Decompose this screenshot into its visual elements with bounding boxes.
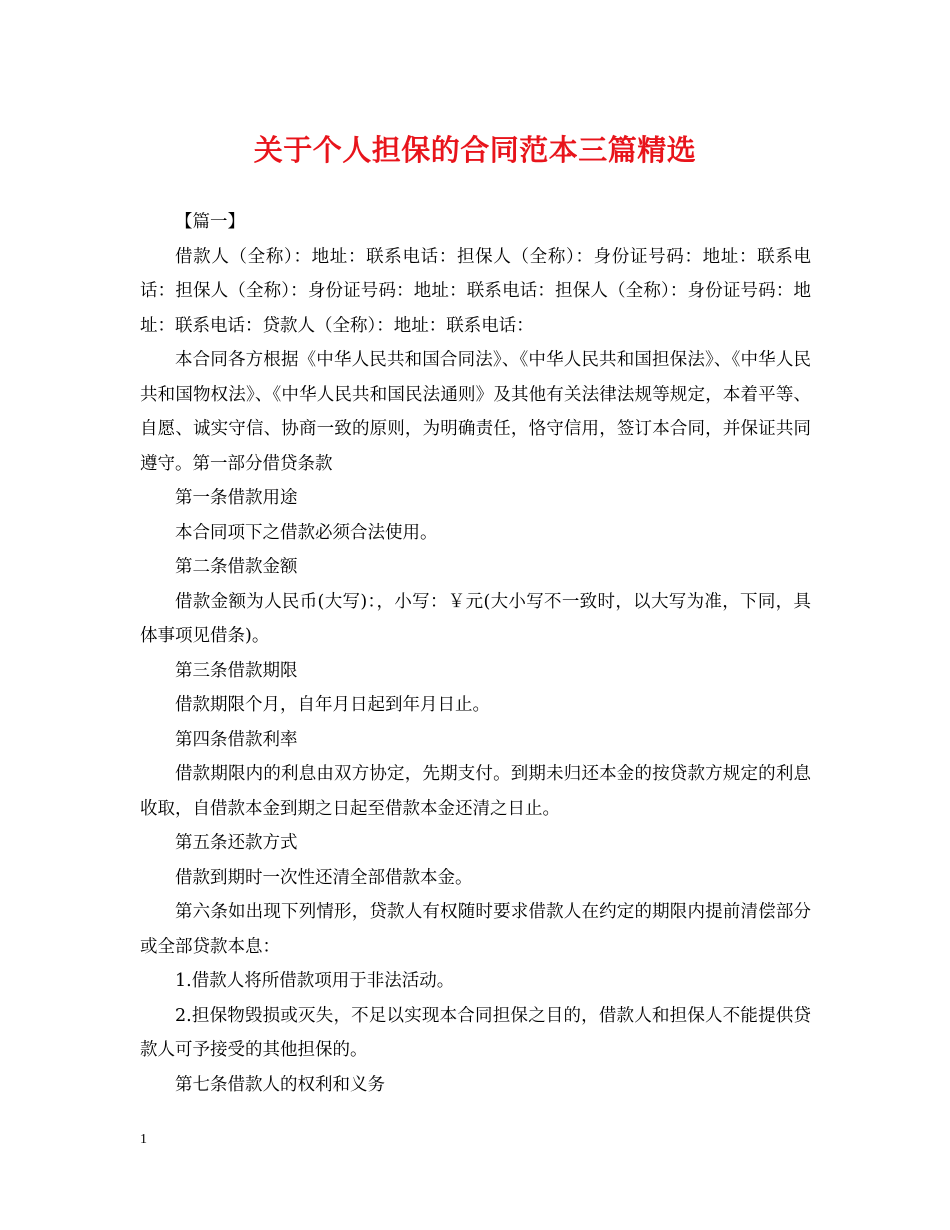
article-heading: 第一条借款用途 (175, 488, 298, 508)
article-paragraph: 借款期限个月，自年月日起到年月日止。 (175, 695, 490, 715)
parties-paragraph: 借款人（全称）：地址：联系电话：担保人（全称）：身份证号码：地址：联系电话：担保人（全称）：身份证号码：地址：联系电话：担保人（全称）：身份证号码：地址：联系电话：贷款人（全称）：地址：联系电话： (140, 246, 811, 336)
article-heading: 第五条还款方式 (175, 833, 298, 853)
preamble-paragraph: 本合同各方根据《中华人民共和国合同法》、《中华人民共和国担保法》、《中华人民共和国物权法》、《中华人民共和国民法通则》及其他有关法律法规等规定，本着平等、自愿、诚实守信、协商一致的原则，为明确责任，恪守信用，签订本合同，并保证共同遵守。第一部分借贷条款 (140, 350, 811, 474)
article-heading: 第三条借款期限 (175, 660, 298, 681)
article-paragraph: 借款金额为人民币(大写)：，小写：￥元(大小写不一致时，以大写为准，下同，具体事项见借条)。 (140, 591, 811, 646)
article-paragraph: 本合同项下之借款必须合法使用。 (175, 522, 438, 543)
article-heading: 第二条借款金额 (175, 557, 298, 577)
article-paragraph: 第六条如出现下列情形，贷款人有权随时要求借款人在约定的期限内提前清偿部分或全部贷款本息： (140, 902, 811, 957)
list-item: 1.借款人将所借款项用于非法活动。 (175, 971, 455, 991)
article-heading: 第四条借款利率 (175, 729, 298, 750)
section-heading: 【篇一】 (175, 212, 245, 232)
document-body (140, 205, 811, 1102)
document-title: 关于个人担保的合同范本三篇精选 (253, 133, 697, 167)
page-number: 1 (140, 1132, 147, 1147)
article-paragraph: 借款期限内的利息由双方协定，先期支付。到期未归还本金的按贷款方规定的利息收取，自借款本金到期之日起至借款本金还清之日止。 (140, 764, 811, 819)
article-heading: 第七条借款人的权利和义务 (175, 1074, 385, 1095)
article-paragraph: 借款到期时一次性还清全部借款本金。 (175, 867, 473, 888)
list-item: 2.担保物毁损或灭失，不足以实现本合同担保之目的，借款人和担保人不能提供贷款人可予接受的其他担保的。 (140, 1005, 811, 1060)
